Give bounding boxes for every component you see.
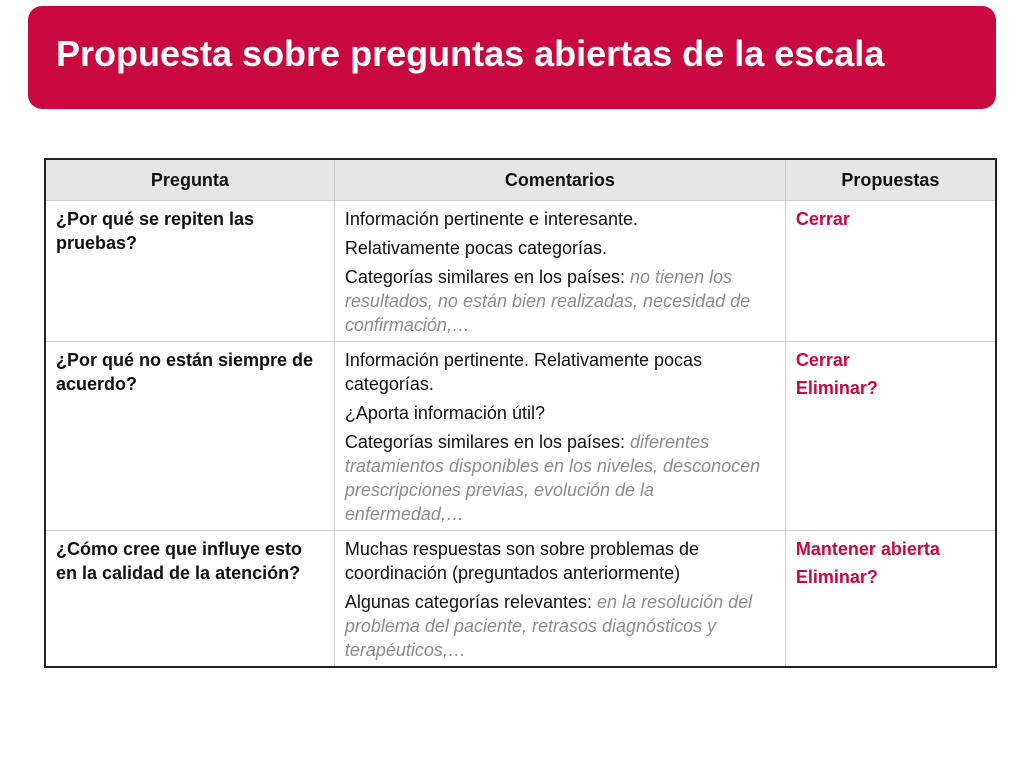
comment-text: Categorías similares en los países: <box>344 267 631 287</box>
comment-line <box>345 430 775 526</box>
proposals-cell <box>785 531 996 668</box>
question-cell: ¿Cómo cree que influye esto en la calidad de la atención? <box>45 531 334 668</box>
question-cell: ¿Por qué se repiten las pruebas? <box>45 201 334 342</box>
comment-line <box>345 537 775 585</box>
proposal-label: Eliminar? <box>795 567 878 587</box>
table-row <box>45 201 996 342</box>
table-row <box>45 531 996 668</box>
comment-text: Información pertinente e interesante. <box>344 209 639 229</box>
comments-cell <box>334 201 785 342</box>
header-pregunta: Pregunta <box>45 159 334 201</box>
comment-detail: en la resolución del problema del paciente, retrasos diagnósticos y terapéuticos,… <box>344 592 753 660</box>
proposal-label: Mantener abierta <box>795 539 940 559</box>
comment-line <box>345 236 775 260</box>
question-cell: ¿Por qué no están siempre de acuerdo? <box>45 342 334 531</box>
proposal-label: Eliminar? <box>795 378 878 398</box>
comment-text: Algunas categorías relevantes: <box>344 592 598 612</box>
comment-detail: diferentes tratamientos disponibles en los niveles, desconocen prescripciones previas, evolución de la enfermedad,… <box>344 432 761 524</box>
table-header-row <box>45 159 996 201</box>
comment-line <box>345 207 775 231</box>
title-banner <box>28 6 996 109</box>
proposal-label: Cerrar <box>795 350 850 370</box>
comment-line <box>345 265 775 337</box>
comment-line <box>345 401 775 425</box>
proposal-label: Cerrar <box>795 209 850 229</box>
comment-text: Categorías similares en los países: <box>344 432 631 452</box>
comment-detail: no tienen los resultados, no están bien realizadas, necesidad de confirmación,… <box>344 267 751 335</box>
proposals-table <box>44 158 997 668</box>
comment-text: Relativamente pocas categorías. <box>344 238 608 258</box>
proposals-cell <box>785 201 996 342</box>
comment-text: Información pertinente. Relativamente pocas categorías. <box>344 350 703 394</box>
comments-cell <box>334 531 785 668</box>
comment-line <box>345 348 775 396</box>
comments-cell <box>334 342 785 531</box>
page-title: Propuesta sobre preguntas abiertas de la escala <box>56 32 885 74</box>
comment-text: Muchas respuestas son sobre problemas de coordinación (preguntados anteriormente) <box>344 539 700 583</box>
comment-line <box>345 590 775 662</box>
proposals-cell <box>785 342 996 531</box>
header-propuestas: Propuestas <box>785 159 996 201</box>
header-comentarios: Comentarios <box>334 159 785 201</box>
comment-text: ¿Aporta información útil? <box>344 403 545 423</box>
table-row <box>45 342 996 531</box>
